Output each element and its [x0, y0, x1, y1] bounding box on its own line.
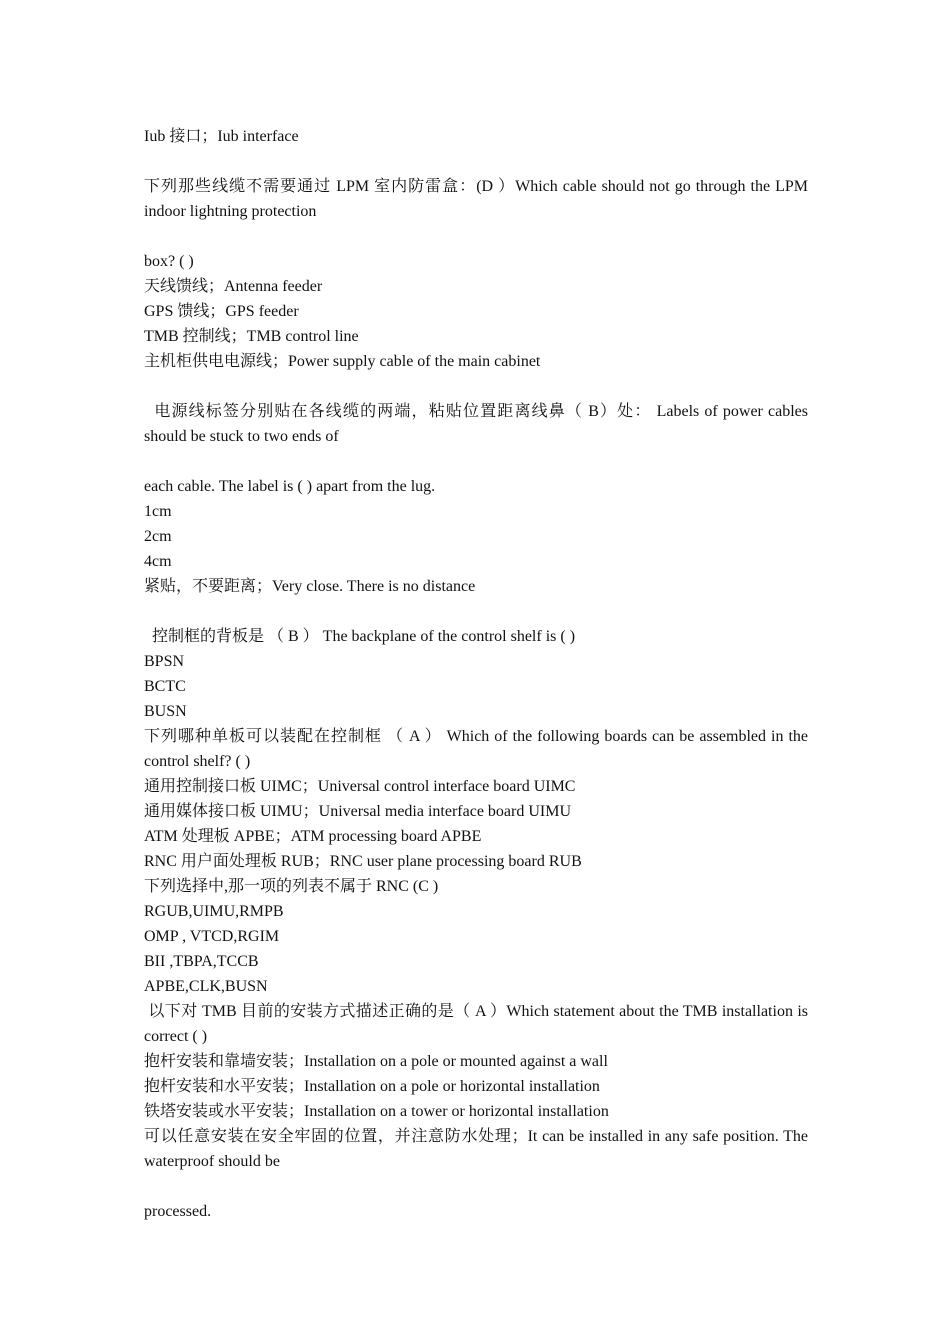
text-line: 2cm — [144, 528, 172, 545]
text-line: 通用控制接口板 UIMC；Universal control interface board UIMC — [144, 778, 576, 795]
blank-line — [144, 599, 808, 624]
text-line: BPSN — [144, 653, 185, 670]
text-line: 以下对 TMB 目前的安装方式描述正确的是（ A ）Which statement about the TMB installation is correct ( ) — [144, 1003, 813, 1045]
text-line: BUSN — [144, 703, 187, 720]
blank-line — [144, 224, 808, 249]
text-line: 铁塔安装或水平安装；Installation on a tower or horizontal installation — [144, 1103, 609, 1120]
text-line: 天线馈线；Antenna feeder — [144, 278, 323, 295]
text-line: each cable. The label is ( ) apart from the lug. — [144, 478, 436, 495]
text-line: 下列哪种单板可以装配在控制框 （ A ） Which of the following boards can be assembled in the control shelf? ( ) — [144, 728, 808, 770]
blank-line — [144, 374, 808, 399]
text-line: 电源线标签分别贴在各线缆的两端，粘贴位置距离线鼻（ B）处： Labels of power cables should be stuck to two ends of — [144, 403, 812, 445]
text-line: 紧贴，不要距离；Very close. There is no distance — [144, 578, 476, 595]
text-line: RGUB,UIMU,RMPB — [144, 903, 284, 920]
document-body — [144, 124, 813, 1224]
text-line: 抱杆安装和靠墙安装；Installation on a pole or mounted against a wall — [144, 1053, 608, 1070]
text-line: TMB 控制线；TMB control line — [144, 328, 359, 345]
text-line: BCTC — [144, 678, 186, 695]
text-line: 下列那些线缆不需要通过 LPM 室内防雷盒：(D ）Which cable should not go through the LPM indoor lightning protection — [144, 178, 808, 220]
text-line: processed. — [144, 1203, 212, 1220]
text-line: 1cm — [144, 503, 172, 520]
text-line: RNC 用户面处理板 RUB；RNC user plane processing board RUB — [144, 853, 582, 870]
blank-line — [144, 149, 808, 174]
text-line: 下列选择中,那一项的列表不属于 RNC (C ) — [144, 878, 439, 895]
text-line: 通用媒体接口板 UIMU；Universal media interface board UIMU — [144, 803, 572, 820]
text-line: 4cm — [144, 553, 172, 570]
text-line: 主机柜供电电源线；Power supply cable of the main cabinet — [144, 353, 541, 370]
text-line: BII ,TBPA,TCCB — [144, 953, 259, 970]
text-line: box? ( ) — [144, 253, 194, 270]
blank-line — [144, 449, 808, 474]
text-line: 可以任意安装在安全牢固的位置，并注意防水处理；It can be installed in any safe position. The waterproof should be — [144, 1128, 808, 1170]
text-line: Iub 接口；Iub interface — [144, 128, 299, 145]
text-line: OMP , VTCD,RGIM — [144, 928, 280, 945]
text-line: APBE,CLK,BUSN — [144, 978, 268, 995]
text-line: ATM 处理板 APBE；ATM processing board APBE — [144, 828, 482, 845]
text-line: GPS 馈线；GPS feeder — [144, 303, 299, 320]
text-line: 抱杆安装和水平安装；Installation on a pole or horizontal installation — [144, 1078, 600, 1095]
text-line: 控制框的背板是 （ B ） The backplane of the control shelf is ( ) — [144, 628, 576, 645]
blank-line — [144, 1174, 808, 1199]
